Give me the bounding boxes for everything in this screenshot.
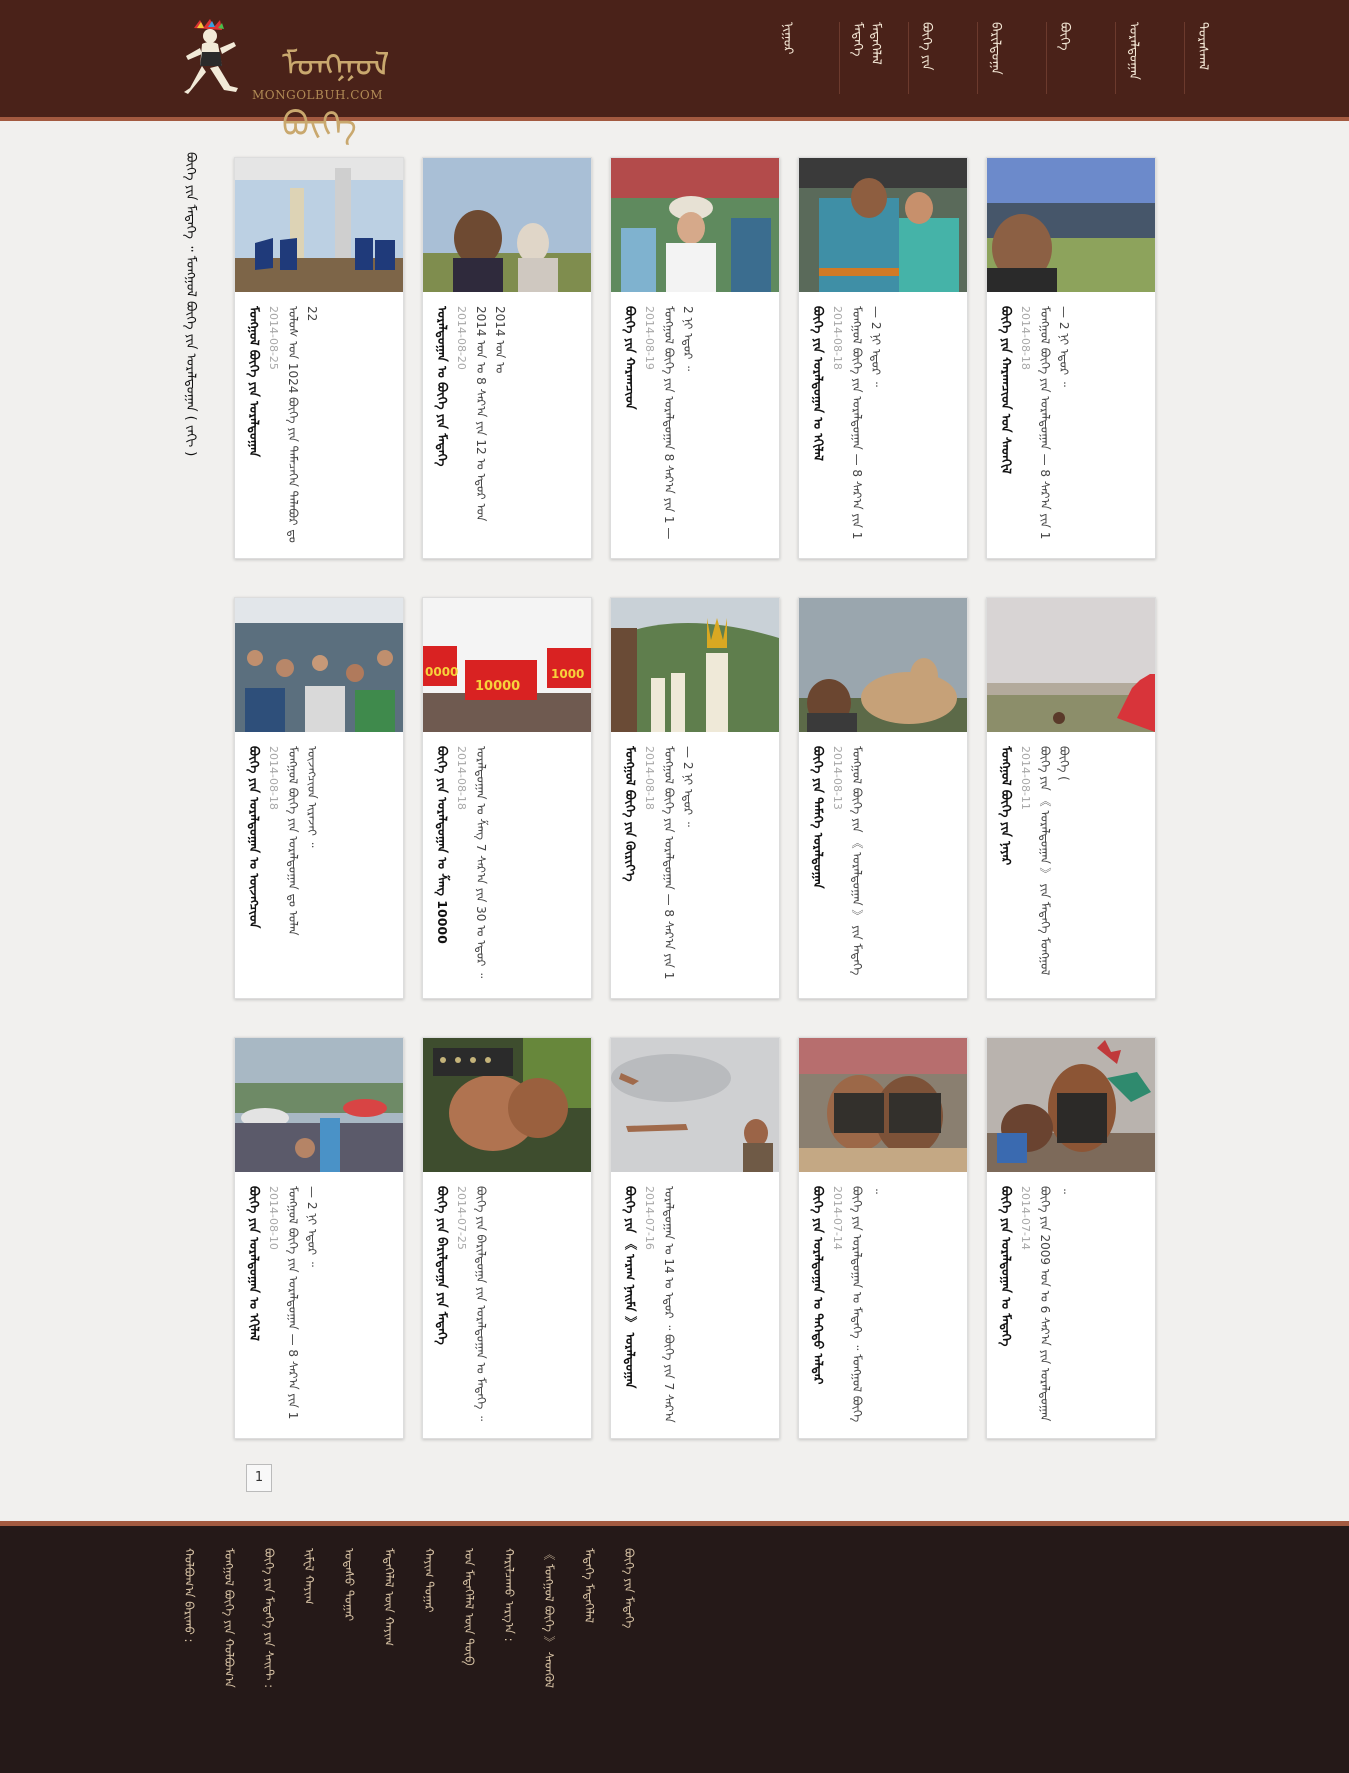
footer-text: ᠬᠠᠶᠢᠭ ᠳᠤᠭᠠᠷ [422, 1548, 436, 1613]
article-title[interactable]: ᠪᠦᠬᠡ ᠶᠢᠨ 《 ᠠᠷᠠᠭ ᠨᠠᠢᠮᠠ 》 ᠤᠷᠠᠯᠳᠤᠭᠠᠨ [623, 1186, 638, 1389]
article-title[interactable]: ᠪᠦᠬᠡ ᠶᠢᠨ ᠤᠷᠠᠯᠳᠤᠭᠠᠨ ᠤ ᠡᠬᠢᠯᠡᠯ [811, 306, 826, 461]
article-text [997, 746, 1147, 986]
article-summary: ᠮᠣᠩᠭᠣᠯ ᠪᠦᠬᠡ ᠶᠢᠨ ᠤᠷᠠᠯᠳᠤᠭᠠᠨ 8 ᠰᠠᠷ᠎ᠠ ᠶᠢᠨ 1 — 2 ᠨᠢ ᠡᠳᠦᠷ ᠃ [662, 306, 695, 540]
article-title[interactable]: ᠪᠦᠬᠡ ᠶᠢᠨ ᠤᠷᠠᠯᠳᠤᠭᠠᠨ ᠤ ᠳᠡᠭᠡᠳᠦ ᠠᠯᠳᠠᠷ [811, 1186, 826, 1385]
site-header [0, 0, 1349, 145]
logo-script: ᠮᠣᠩᠭᠣᠯ ᠪᠦᠬᠡ [282, 45, 390, 145]
article-summary: ᠪᠦᠬᠡ ᠶᠢᠨ 《 ᠤᠷᠠᠯᠳᠤᠭᠠᠨ 》 ᠶᠢᠨ ᠮᠡᠳᠡᠭᠡ ᠮᠣᠩᠭᠣᠯ ᠪᠦᠬᠡ ( [1038, 746, 1071, 976]
article-thumbnail-umbrellas [235, 1038, 403, 1172]
article-title[interactable]: ᠪᠦᠬᠡ ᠶᠢᠨ ᠪᠠᠷᠢᠯᠳᠤᠭᠠ ᠶᠢᠨ ᠮᠡᠳᠡᠭᠡ [435, 1186, 450, 1345]
footer-link[interactable]: ᠮᠡᠳᠡᠭᠡ ᠮᠡᠳᠡᠭᠡᠯᠡᠯ [582, 1548, 596, 1624]
site-logo[interactable] [180, 18, 390, 145]
article-summary: ᠪᠦᠬᠡ ᠶᠢᠨ 2009 ᠣᠨ ᠤ 6 ᠰᠠᠷ᠎ᠠ ᠶᠢᠨ ᠤᠷᠠᠯᠳᠤᠭᠠᠨ ᠃ [1038, 1186, 1071, 1422]
footer-link[interactable]: 《 ᠮᠣᠩᠭᠣᠯ ᠪᠦᠬᠡ 》 ᠰᠡᠳᠬᠦᠯ [542, 1548, 556, 1689]
footer-link[interactable]: ᠮᠣᠩᠭᠣᠯ ᠪᠦᠬᠡ ᠶᠢᠨ ᠬᠣᠯᠪᠣᠭ᠎ᠠ [222, 1548, 236, 1688]
article-date: 2014-07-25 [455, 1186, 468, 1250]
article-card[interactable] [986, 1037, 1156, 1439]
article-summary: ᠤᠷᠠᠯᠳᠤᠭᠠᠨ ᠤ ᠱᠠᠩ 7 ᠰᠠᠷ᠎ᠠ ᠶᠢᠨ 30 ᠤ ᠡᠳᠦᠷ ᠃ [474, 746, 488, 979]
svg-text:0000: 0000 [425, 665, 459, 679]
article-thumbnail-crowd [423, 158, 591, 292]
article-text [245, 306, 395, 546]
article-date: 2014-07-16 [643, 1186, 656, 1250]
article-card[interactable] [422, 157, 592, 559]
article-card[interactable] [234, 1037, 404, 1439]
article-summary: ᠤᠯᠤᠰ ᠤᠨ 1024 ᠪᠦᠬᠡ ᠶᠢᠨ ᠲᠡᠮᠡᠴᠡᠭᠡᠨ ᠲᠠᠯᠠᠪᠤᠷ ᠳᠤ 22 [286, 306, 319, 543]
article-summary: ᠮᠣᠩᠭᠣᠯ ᠪᠦᠬᠡ ᠶᠢᠨ ᠤᠷᠠᠯᠳᠤᠭᠠᠨ — 8 ᠰᠠᠷ᠎ᠠ ᠶᠢᠨ 1 — 2 ᠨᠢ ᠡᠳᠦᠷ ᠃ [850, 306, 883, 540]
article-card[interactable] [798, 1037, 968, 1439]
article-date: 2014-08-10 [267, 1186, 280, 1250]
article-card[interactable] [610, 1037, 780, 1439]
article-thumbnail-camel [799, 598, 967, 732]
article-text [809, 1186, 959, 1426]
nav-item-4[interactable]: ᠪᠠᠷᠢᠯᠳᠤᠭᠠ [977, 22, 1046, 94]
article-date: 2014-08-18 [1019, 306, 1032, 370]
article-title[interactable]: ᠪᠦᠬᠡ ᠶᠢᠨ ᠤᠷᠠᠯᠳᠤᠭᠠᠨ ᠤ ᠮᠡᠳᠡᠭᠡ [999, 1186, 1014, 1347]
footer-heading: ᠬᠣᠯᠪᠣᠭ᠎ᠠ ᠪᠠᠷᠢᠬᠤ : [182, 1548, 196, 1643]
article-text [809, 306, 959, 546]
article-card[interactable] [422, 1037, 592, 1439]
article-summary: ᠪᠦᠬᠡ ᠶᠢᠨ ᠪᠠᠷᠢᠯᠳᠤᠭᠠ ᠶᠢᠨ ᠤᠷᠠᠯᠳᠤᠭᠠᠨ ᠤ ᠮᠡᠳᠡᠭᠡ ᠃ [474, 1186, 488, 1422]
article-thumbnail-big-crowd [235, 598, 403, 732]
article-card[interactable] [610, 157, 780, 559]
article-title[interactable]: ᠪᠦᠬᠡ ᠶᠢᠨ ᠤᠷᠠᠯᠳᠤᠭᠠᠨ ᠤ ᠱᠠᠩ 10000 [435, 746, 450, 944]
main-nav [770, 22, 1253, 94]
article-text [245, 746, 395, 986]
article-thumbnail-lake [987, 598, 1155, 732]
footer-text: ᠤᠲᠠᠰᠤ ᠳᠤᠭᠠᠷ [342, 1548, 356, 1622]
article-summary: ᠮᠣᠩᠭᠣᠯ ᠪᠦᠬᠡ ᠶᠢᠨ ᠤᠷᠠᠯᠳᠤᠭᠠᠨ — 8 ᠰᠠᠷ᠎ᠠ ᠶᠢᠨ 1 — 2 ᠨᠢ ᠡᠳᠦᠷ ᠃ [286, 1186, 319, 1420]
wrestler-logo-icon [180, 18, 250, 108]
logo-domain-text: MONGOLBUH.COM [252, 88, 384, 102]
article-date: 2014-08-20 [455, 306, 468, 370]
article-thumbnail-10000-signs [423, 598, 591, 732]
article-title[interactable]: ᠪᠦᠬᠡ ᠶᠢᠨ ᠬᠠᠷᠠᠭᠴᠢᠳ ᠤᠨ ᠰᠡᠳᠬᠢᠯ [999, 306, 1014, 474]
article-text [621, 746, 771, 986]
article-title[interactable]: ᠤᠷᠠᠯᠳᠤᠭᠠᠨ ᠤ ᠪᠦᠬᠡ ᠶᠢᠨ ᠮᠡᠳᠡᠭᠡ [435, 306, 450, 467]
article-thumbnail-portrait [987, 158, 1155, 292]
article-text [433, 746, 583, 986]
article-summary: ᠤᠷᠠᠯᠳᠤᠭᠠᠨ ᠤ 14 ᠤ ᠡᠳᠦᠷ ᠃ ᠪᠦᠬᠡ ᠶᠢᠨ 7 ᠰᠠᠷ᠎ᠠ [662, 1186, 676, 1423]
footer-link[interactable]: ᠪᠦᠬᠡ ᠶᠢᠨ ᠮᠡᠳᠡᠭᠡ [622, 1548, 636, 1629]
article-summary: ᠮᠣᠩᠭᠣᠯ ᠪᠦᠬᠡ ᠶᠢᠨ ᠤᠷᠠᠯᠳᠤᠭᠠᠨ — 8 ᠰᠠᠷ᠎ᠠ ᠶᠢᠨ 1 — 2 ᠨᠢ ᠡᠳᠦᠷ ᠃ [1038, 306, 1071, 540]
page-title: ᠪᠦᠬᠡ ᠶᠢᠨ ᠮᠡᠳᠡᠭᠡ ᠃ ᠮᠣᠩᠭᠣᠯ ᠪᠦᠬᠡ ᠶᠢᠨ ᠤᠷᠠᠯᠳᠤᠭᠠᠨ ( ᠵᠠᠬᠢ ) [183, 152, 198, 457]
article-summary: ᠮᠣᠩᠭᠣᠯ ᠪᠦᠬᠡ ᠶᠢᠨ 《 ᠤᠷᠠᠯᠳᠤᠭᠠᠨ 》 ᠶᠢᠨ ᠮᠡᠳᠡᠭᠡ [850, 746, 864, 976]
article-date: 2014-08-13 [831, 746, 844, 810]
footer-text: ᠢᠮᠧᠯ ᠬᠠᠶᠢᠭ [302, 1548, 316, 1605]
nav-item-3[interactable]: ᠪᠦᠬᠡ ᠶᠢᠨ [908, 22, 977, 94]
article-thumbnail-spectators [611, 158, 779, 292]
nav-item-1[interactable]: ᠨᠢᠭᠤᠷ [780, 22, 795, 55]
article-text [621, 1186, 771, 1426]
footer-text: ᠮᠡᠳᠡᠭᠡᠯᠡᠯ ᠦᠨ ᠬᠠᠶᠢᠭ [382, 1548, 396, 1647]
article-card[interactable] [610, 597, 780, 999]
article-text [997, 306, 1147, 546]
article-card[interactable] [986, 597, 1156, 999]
article-date: 2014-08-18 [267, 746, 280, 810]
article-date: 2014-08-11 [1019, 746, 1032, 810]
site-footer [0, 1521, 1349, 1773]
article-text [433, 1186, 583, 1426]
footer-text: ᠤᠨ ᠮᠡᠳᠡᠭᠡᠯᠡᠯ ᠦᠨ ᠲᠥᠪ [462, 1548, 476, 1666]
article-summary: ᠮᠣᠩᠭᠣᠯ ᠪᠦᠬᠡ ᠶᠢᠨ ᠤᠷᠠᠯᠳᠤᠭᠠᠨ ᠳᠤ ᠣᠯᠠᠨ ᠦᠵᠡᠭᠴᠢᠳ ᠢᠷᠡᠵᠡᠢ ᠃ [286, 746, 319, 936]
article-title[interactable]: ᠮᠣᠩᠭᠣᠯ ᠪᠦᠬᠡ ᠶᠢᠨ ᠨᠠᠶᠠᠷ [999, 746, 1014, 866]
nav-item-2[interactable]: ᠮᠡᠳᠡᠭᠡ ᠮᠡᠳᠡᠭᠡᠯᠡᠯ [839, 22, 908, 94]
article-thumbnail-golden-tridents [611, 598, 779, 732]
article-card[interactable] [234, 597, 404, 999]
nav-item-6[interactable]: ᠤᠷᠠᠯᠳᠤᠭᠠᠨ [1115, 22, 1184, 94]
article-summary: ᠪᠦᠬᠡ ᠶᠢᠨ ᠤᠷᠠᠯᠳᠤᠭᠠᠨ ᠤ ᠮᠡᠳᠡᠭᠡ ᠃ ᠮᠣᠩᠭᠣᠯ ᠪᠦᠬᠡ ᠃ [850, 1186, 883, 1423]
article-thumbnail-wrestlers-grip [423, 1038, 591, 1172]
article-date: 2014-08-25 [267, 306, 280, 370]
article-thumbnail-stadium-flags [235, 158, 403, 292]
article-summary: ᠮᠣᠩᠭᠣᠯ ᠪᠦᠬᠡ ᠶᠢᠨ ᠤᠷᠠᠯᠳᠤᠭᠠᠨ — 8 ᠰᠠᠷ᠎ᠠ ᠶᠢᠨ 1 — 2 ᠨᠢ ᠡᠳᠦᠷ ᠃ [662, 746, 695, 980]
article-card[interactable] [234, 157, 404, 559]
footer-heading: ᠪᠦᠬᠡ ᠶᠢᠨ ᠮᠡᠳᠡᠭᠡ ᠶᠢᠨ ᠰᠠᠢᠲ : [262, 1548, 276, 1689]
article-date: 2014-08-18 [643, 746, 656, 810]
article-thumbnail-wrestling-match [799, 1038, 967, 1172]
article-title[interactable]: ᠪᠦᠬᠡ ᠶᠢᠨ ᠲᠡᠮᠡᠭᠡ ᠤᠷᠠᠯᠳᠤᠭᠠᠨ [811, 746, 826, 889]
article-title[interactable]: ᠮᠣᠩᠭᠣᠯ ᠪᠦᠬᠡ ᠶᠢᠨ ᠤᠷᠠᠯᠳᠤᠭᠠᠨ [247, 306, 262, 457]
article-text [433, 306, 583, 546]
article-card[interactable] [798, 157, 968, 559]
article-date: 2014-08-19 [643, 306, 656, 370]
article-date: 2014-07-14 [1019, 1186, 1032, 1250]
article-card[interactable] [798, 597, 968, 999]
article-summary: 2014 ᠣᠨ ᠤ 8 ᠰᠠᠷ᠎ᠠ ᠶᠢᠨ 12 ᠤ ᠡᠳᠦᠷ ᠤᠨ 2014 ᠣᠨ ᠤ [474, 306, 507, 522]
article-date: 2014-07-14 [831, 1186, 844, 1250]
article-card[interactable] [986, 157, 1156, 559]
nav-item-7[interactable]: ᠳᠤᠷᠠᠰᠬᠠᠯ [1184, 22, 1253, 94]
article-title[interactable]: ᠪᠦᠬᠡ ᠶᠢᠨ ᠬᠠᠷᠠᠭᠴᠢᠳ [623, 306, 638, 410]
article-date: 2014-08-18 [831, 306, 844, 370]
article-thumbnail-wrestler-boy [799, 158, 967, 292]
nav-item-5[interactable]: ᠪᠦᠬᠡ [1046, 22, 1115, 94]
article-date: 2014-08-18 [455, 746, 468, 810]
article-text [997, 1186, 1147, 1426]
pagination-page-1[interactable]: 1 [246, 1464, 272, 1492]
article-card[interactable] [422, 597, 592, 999]
svg-text:10000: 10000 [475, 679, 521, 694]
article-text [809, 746, 959, 986]
article-title[interactable]: ᠮᠣᠩᠭᠣᠯ ᠪᠦᠬᠡ ᠶᠢᠨ ᠬᠦᠷᠢᠶ᠎ᠡ [623, 746, 638, 882]
article-title[interactable]: ᠪᠦᠬᠡ ᠶᠢᠨ ᠤᠷᠠᠯᠳᠤᠭᠠᠨ ᠤ ᠦᠵᠡᠭᠴᠢᠳ [247, 746, 262, 929]
article-text [245, 1186, 395, 1426]
svg-text:1000: 1000 [551, 667, 585, 681]
article-thumbnail-eagle-dance [611, 1038, 779, 1172]
article-text [621, 306, 771, 546]
footer-heading: ᠬᠠᠷᠢᠯᠴᠠᠬᠤ ᠠᠷᠭ᠎ᠠ : [502, 1548, 516, 1642]
article-title[interactable]: ᠪᠦᠬᠡ ᠶᠢᠨ ᠤᠷᠠᠯᠳᠤᠭᠠᠨ ᠤ ᠡᠬᠢᠯᠡᠯ [247, 1186, 262, 1341]
article-thumbnail-wrestler-costume [987, 1038, 1155, 1172]
